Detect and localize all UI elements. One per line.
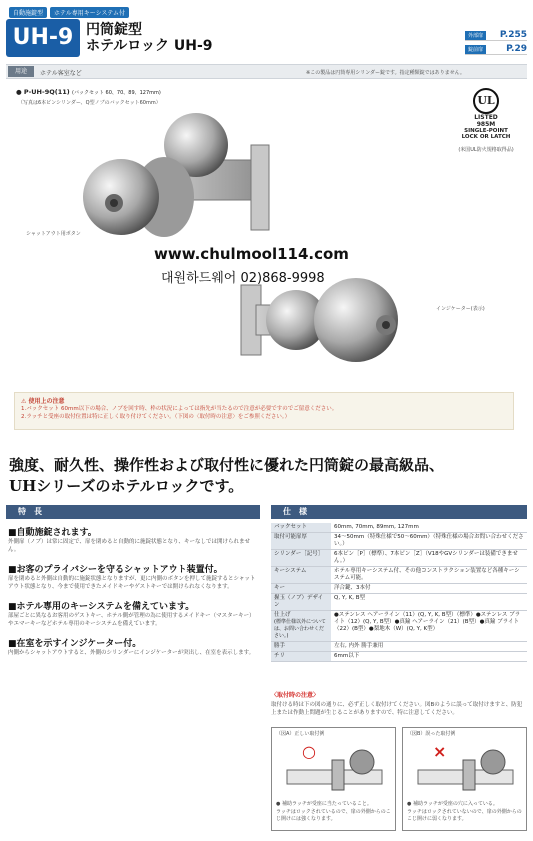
install-text: 取付ける時は下の図の通りに、必ず正しく取付けてください。図Bのように誤って取付けますと、防犯上または作動上問題が生じることがありますので、特に注意してください。	[271, 702, 523, 716]
diagram-b-note-2: ラッチはロックされていないので、扉の外側からのこじ開けに弱くなります。	[407, 809, 522, 822]
caution-item-2: 2.ラッチと受座の取付位置は特に正しく取り付けてください。（下図の〈取付時の注意〉をご参照ください。）	[21, 414, 291, 420]
ref-label-1: 外部扉	[465, 31, 486, 40]
spec-row: 取付可能扉厚 34～50mm（特殊仕様で50～60mm）（特殊仕様の場合お問い合わせください。）	[271, 533, 527, 550]
diagram-a-note-2: ラッチはロックされているので、扉の外側からのこじ開けには強くなります。	[276, 809, 391, 822]
ul-code: 985M	[476, 121, 496, 128]
spec-row: シリンダー［記号］ 6本ピン［P］（標準）、7本ピン［Z］（V18やGVシリンダーは装備できません。）	[271, 550, 527, 567]
headline-line-2: UHシリーズのホテルロックです。	[9, 477, 244, 495]
ng-mark-icon: ×	[433, 742, 447, 761]
spec-row: キーシステム ホテル専用キーシステム付、その他コンストラクション装置など各種キーシステム可能。	[271, 567, 527, 584]
spec-row: 勝手 左右, 内外 勝手兼用	[271, 642, 527, 652]
title-line-2: ホテルロック UH-9	[86, 38, 213, 54]
ul-listed-text: LISTED	[474, 114, 498, 121]
spec-row: キー 洋合鍵、3本付	[271, 584, 527, 594]
indicator-label: インジケーター(表示)	[436, 306, 485, 312]
title-line-1: 円筒錠型	[86, 22, 142, 38]
spec-row: バックセット 60mm, 70mm, 89mm, 127mm	[271, 523, 527, 533]
caution-item-1: 1.バックセット 60mm以下の場合、ノブを回す時、枠の状況によっては指先が当たるので注意が必要ですのでご留意ください。	[21, 406, 338, 412]
ref-label-2: 錠前扉	[465, 45, 486, 54]
features-heading: 特 長	[6, 505, 260, 519]
tag-key-system: ホテル専用キーシステム付	[50, 7, 129, 18]
spec-row: 握玉（ノブ）デザイン Q, Y, K, B型	[271, 594, 527, 611]
headline-line-1: 強度、耐久性、操作性および取付性に優れた円筒錠の最高級品、	[9, 456, 445, 474]
specs-heading: 仕 様	[271, 505, 527, 519]
diagram-b-title: （図B）誤った取付例	[407, 731, 456, 737]
feature-text: 部屋ごとに異なるお客用のゲストキー、ホテル側が管理の為に使用するメイドキー（マスターキー）やエマーキーなどホテル専用のキーシステムを備えています。	[8, 613, 255, 627]
install-title: 〈取付時の注意〉	[271, 692, 320, 699]
ref-page-2[interactable]: P.29	[506, 44, 527, 54]
feature-item	[8, 599, 260, 628]
ul-note: (米国UL防火規格取得品)	[458, 147, 514, 153]
product-code: ● P-UH-9Q(11) (バックセット 60、70、89、127mm)	[16, 88, 161, 96]
feature-text: 扉を閉めると外側は自動的に施錠状態となりますが、更に内側のボタンを押して施錠するとシャットアウト状態となり、今まで使用できたメイドキーやゲストキーでは開けられなくなります。	[8, 576, 256, 590]
features-list	[8, 525, 260, 657]
caution-title: ⚠ 使用上の注意	[21, 398, 65, 405]
product-photo-area	[6, 80, 527, 420]
diagram-b-drawing	[408, 740, 523, 795]
diagram-correct	[271, 727, 396, 831]
specs-table	[271, 523, 527, 662]
diagram-a-drawing	[277, 740, 392, 795]
feature-text: 内側からシャットアウトすると、外側のシリンダーにインジケーターが突出し、在室を表示します。	[8, 650, 255, 656]
spec-row: 仕上げ (標準仕様以外については、お問い合わせください。) ●ステンレス ヘアーライン（11）(Q, Y, K, B型）（標準）●ステンレス ブライト（12）(Q, Y, B型）●真鍮 ヘアーライン（21）(B型）●真鍮 ブライト（22）(B型）●梨地木（W）(Q, Y, K型）	[271, 611, 527, 642]
specs-table-wrap	[271, 523, 527, 662]
install-section	[271, 690, 527, 717]
page-refs	[465, 30, 527, 55]
ul-lock: LOCK OR LATCH	[461, 134, 511, 140]
diagram-a-title: （図A）正しい取付例	[276, 731, 325, 737]
feature-title: ■ホテル専用のキーシステムを備えています。	[8, 602, 195, 612]
model-badge: UH-9	[6, 19, 80, 57]
watermark-url: www.chulmool114.com	[154, 245, 349, 263]
feature-text: 外側扉（ノブ）は常に固定で、扉を閉めると自動的に施錠状態となり、キーなしでは開けられません。	[8, 539, 250, 553]
ref-page-1[interactable]: P.255	[499, 30, 527, 40]
feature-title: ■自動施錠されます。	[8, 528, 97, 538]
tag-auto-lock: 自動施錠型	[9, 7, 47, 18]
diagram-wrong	[402, 727, 527, 831]
feature-title: ■お客のプライバシーを守るシャットアウト装置付。	[8, 565, 223, 575]
usage-bar	[6, 64, 527, 79]
usage-label: 用途	[8, 66, 34, 77]
usage-note: ※この製品は円筒専用シリンダー錠です。指定種類錠ではありません。	[306, 70, 465, 76]
warning-icon: ⚠	[21, 398, 29, 405]
headline	[9, 455, 524, 497]
ul-single: SINGLE-POINT	[464, 128, 508, 134]
ul-logo-icon: UL	[473, 88, 499, 114]
diagram-a-note-1: ● 補助ラッチが受座に当たっていること。	[276, 801, 372, 807]
diagram-b-note-1: ● 補助ラッチが受座の穴に入っている。	[407, 801, 498, 807]
header-tags	[9, 7, 129, 18]
feature-item	[8, 562, 260, 591]
ok-mark-icon: ○	[302, 742, 316, 761]
usage-text: ホテル客室など	[40, 70, 82, 77]
page-title	[86, 22, 213, 54]
spec-row: チリ 6mm以下	[271, 652, 527, 662]
feature-item	[8, 636, 260, 657]
feature-title: ■在室を示すインジケーター付。	[8, 639, 142, 649]
caution-box	[14, 392, 514, 430]
photo-note: （写真は6本ピンシリンダー、Q型ノブのバックセット60mm）	[18, 100, 161, 106]
feature-item	[8, 525, 260, 554]
shutout-button-label: シャットアウト用ボタン	[26, 231, 81, 237]
ul-listing	[456, 88, 516, 153]
watermark-company: 대원하드웨어 02)868-9998	[161, 271, 325, 286]
